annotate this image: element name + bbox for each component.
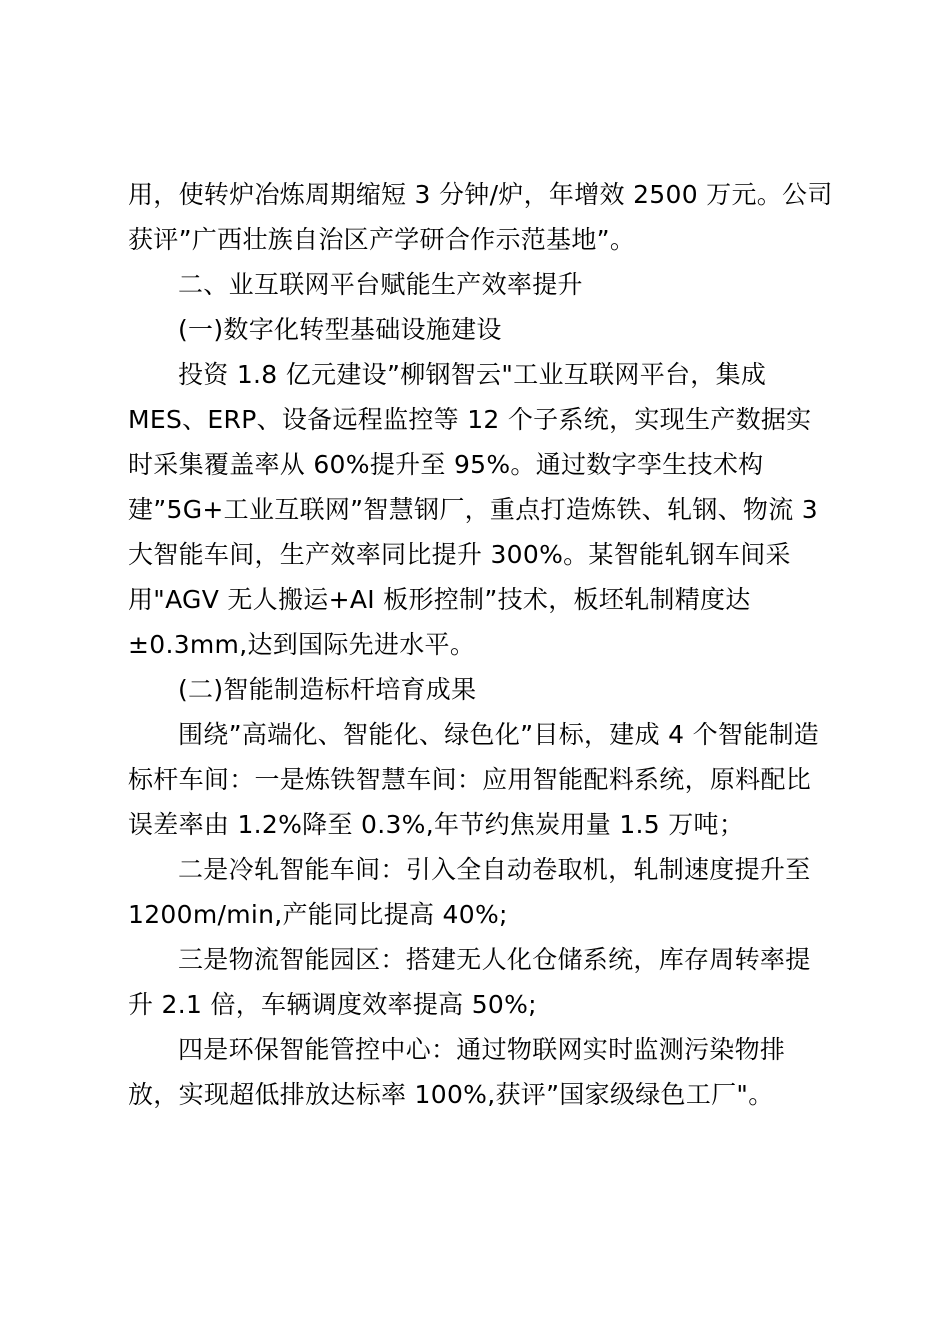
paragraph-line-17: 四是环保智能管控中心：通过物联网实时监测污染物排 [178, 1035, 786, 1064]
paragraph-line-9: ±0.3mm,达到国际先进水平。 [128, 630, 476, 659]
subsection-heading-2: (二)智能制造标杆培育成果 [178, 675, 477, 704]
paragraph-line-14: 1200m/min,产能同比提高 40%; [128, 900, 508, 929]
paragraph-line-1: 用，使转炉冶炼周期缩短 3 分钟/炉，年增效 2500 万元。公司 [128, 180, 833, 209]
paragraph-line-16: 升 2.1 倍，车辆调度效率提高 50%; [128, 990, 537, 1019]
paragraph-line-3: 投资 1.8 亿元建设”柳钢智云"工业互联网平台，集成 [178, 360, 767, 389]
paragraph-line-10: 围绕”高端化、智能化、绿色化”目标，建成 4 个智能制造 [178, 720, 820, 749]
paragraph-line-6: 建”5G+工业互联网”智慧钢厂，重点打造炼铁、轧钢、物流 3 [128, 495, 818, 524]
paragraph-line-4: MES、ERP、设备远程监控等 12 个子系统，实现生产数据实 [128, 405, 812, 434]
paragraph-line-11: 标杆车间：一是炼铁智慧车间：应用智能配料系统，原料配比 [128, 765, 812, 794]
section-heading: 二、业互联网平台赋能生产效率提升 [178, 270, 583, 299]
paragraph-line-2: 获评”广西壮族自治区产学研合作示范基地”。 [128, 225, 636, 254]
paragraph-line-12: 误差率由 1.2%降至 0.3%,年节约焦炭用量 1.5 万吨； [128, 810, 745, 839]
paragraph-line-15: 三是物流智能园区：搭建无人化仓储系统，库存周转率提 [178, 945, 811, 974]
paragraph-line-18: 放，实现超低排放达标率 100%,获评”国家级绿色工厂"。 [128, 1080, 774, 1109]
paragraph-line-8: 用"AGV 无人搬运+AI 板形控制”技术，板坯轧制精度达 [128, 585, 751, 614]
paragraph-line-13: 二是冷轧智能车间：引入全自动卷取机，轧制速度提升至 [178, 855, 811, 884]
paragraph-line-7: 大智能车间，生产效率同比提升 300%。某智能轧钢车间采 [128, 540, 791, 569]
subsection-heading-1: (一)数字化转型基础设施建设 [178, 315, 502, 344]
paragraph-line-5: 时采集覆盖率从 60%提升至 95%。通过数字孪生技术构 [128, 450, 764, 479]
